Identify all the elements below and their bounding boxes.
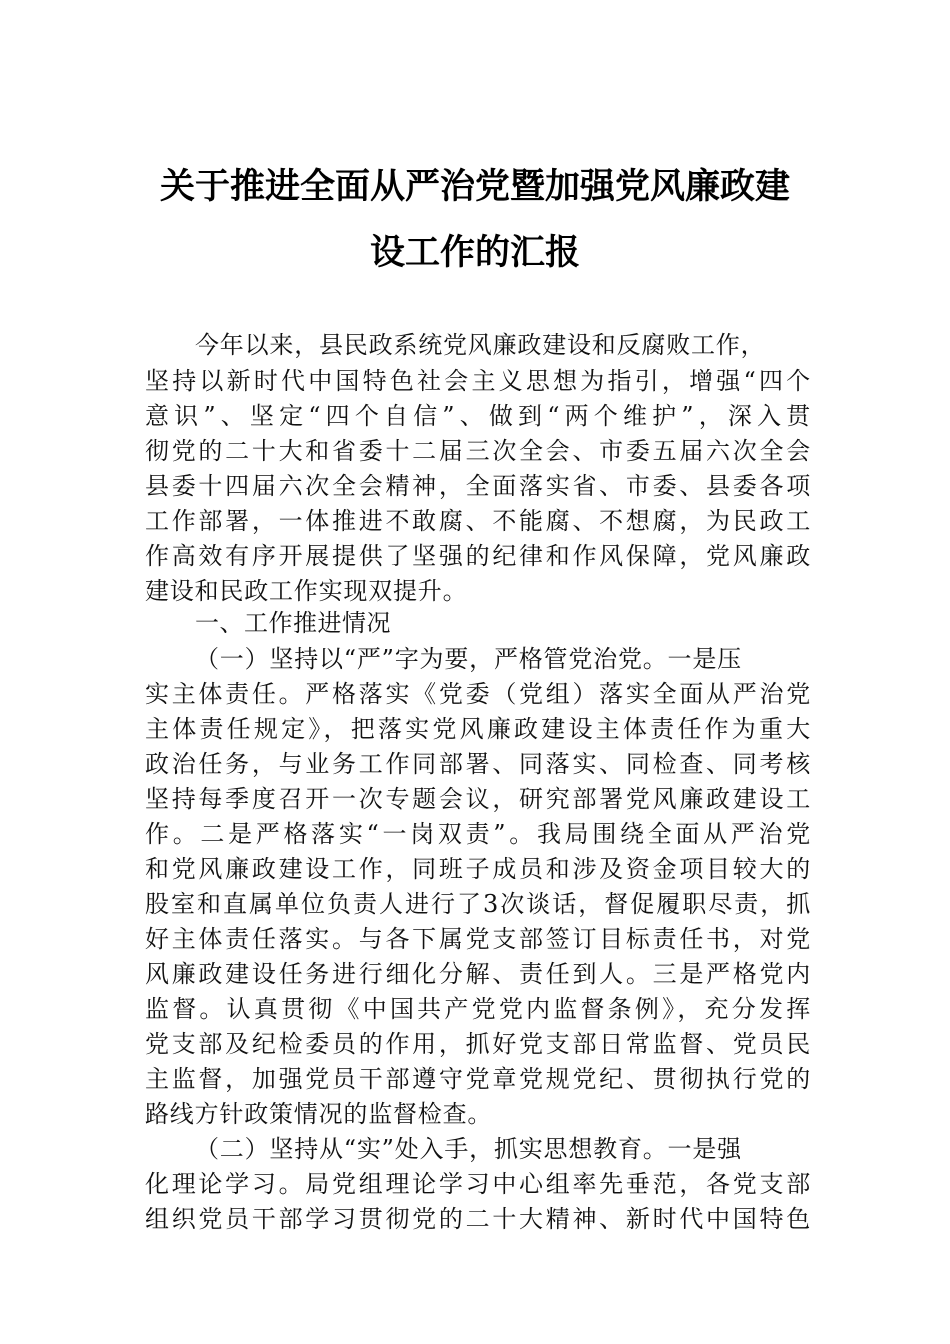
paragraph-line: 今年以来，县民政系统党风廉政建设和反腐败工作， <box>195 331 766 359</box>
paragraph-line: 主体责任规定》，把落实党风廉政建设主体责任作为重大 <box>145 715 811 743</box>
paragraph-line: 主监督，加强党员干部遵守党章党规党纪、贯彻执行党的 <box>145 1065 811 1093</box>
paragraph-line: 党支部及纪检委员的作用，抓好党支部日常监督、党员民 <box>145 1030 811 1058</box>
section-heading: 一、工作推进情况 <box>195 609 391 637</box>
paragraph-line: 县委十四届六次全会精神，全面落实省、市委、县委各项 <box>145 472 811 500</box>
paragraph-line: 实主体责任。严格落实《党委（党组）落实全面从严治党 <box>145 680 811 708</box>
paragraph-line: （二）坚持从“实”处入手，抓实思想教育。一是强 <box>195 1135 742 1163</box>
paragraph-line: （一）坚持以“严”字为要，严格管党治党。一是压 <box>195 645 742 673</box>
document-title-line-2: 设工作的汇报 <box>369 232 580 273</box>
paragraph-line: 监督。认真贯彻《中国共产党党内监督条例》，充分发挥 <box>145 995 811 1023</box>
paragraph-line: 和党风廉政建设工作，同班子成员和涉及资金项目较大的 <box>145 855 811 883</box>
paragraph-line: 彻党的二十大和省委十二届三次全会、市委五届六次全会 <box>145 437 811 465</box>
paragraph-line: 化理论学习。局党组理论学习中心组率先垂范，各党支部 <box>145 1170 811 1198</box>
paragraph-line: 建设和民政工作实现双提升。 <box>145 577 468 605</box>
paragraph-line: 作高效有序开展提供了坚强的纪律和作风保障，党风廉政 <box>145 542 811 570</box>
paragraph-line: 股室和直属单位负责人进行了3次谈话，督促履职尽责，抓 <box>145 890 811 918</box>
paragraph-line: 坚持以新时代中国特色社会主义思想为指引，增强“四个 <box>145 367 811 395</box>
paragraph-line: 好主体责任落实。与各下属党支部签订目标责任书，对党 <box>145 925 811 953</box>
paragraph-line: 作。二是严格落实“一岗双责”。我局围绕全面从严治党 <box>145 820 811 848</box>
paragraph-line: 政治任务，与业务工作同部署、同落实、同检查、同考核 <box>145 750 811 778</box>
paragraph-line: 坚持每季度召开一次专题会议，研究部署党风廉政建设工 <box>145 785 811 813</box>
paragraph-line: 路线方针政策情况的监督检查。 <box>145 1100 493 1128</box>
paragraph-line: 组织党员干部学习贯彻党的二十大精神、新时代中国特色 <box>145 1205 811 1233</box>
paragraph-line: 工作部署，一体推进不敢腐、不能腐、不想腐，为民政工 <box>145 507 811 535</box>
document-title-line-1: 关于推进全面从严治党暨加强党风廉政建 <box>159 166 790 207</box>
paragraph-line: 意识”、坚定“四个自信”、做到“两个维护”，深入贯 <box>145 402 811 430</box>
paragraph-line: 风廉政建设任务进行细化分解、责任到人。三是严格党内 <box>145 960 811 988</box>
